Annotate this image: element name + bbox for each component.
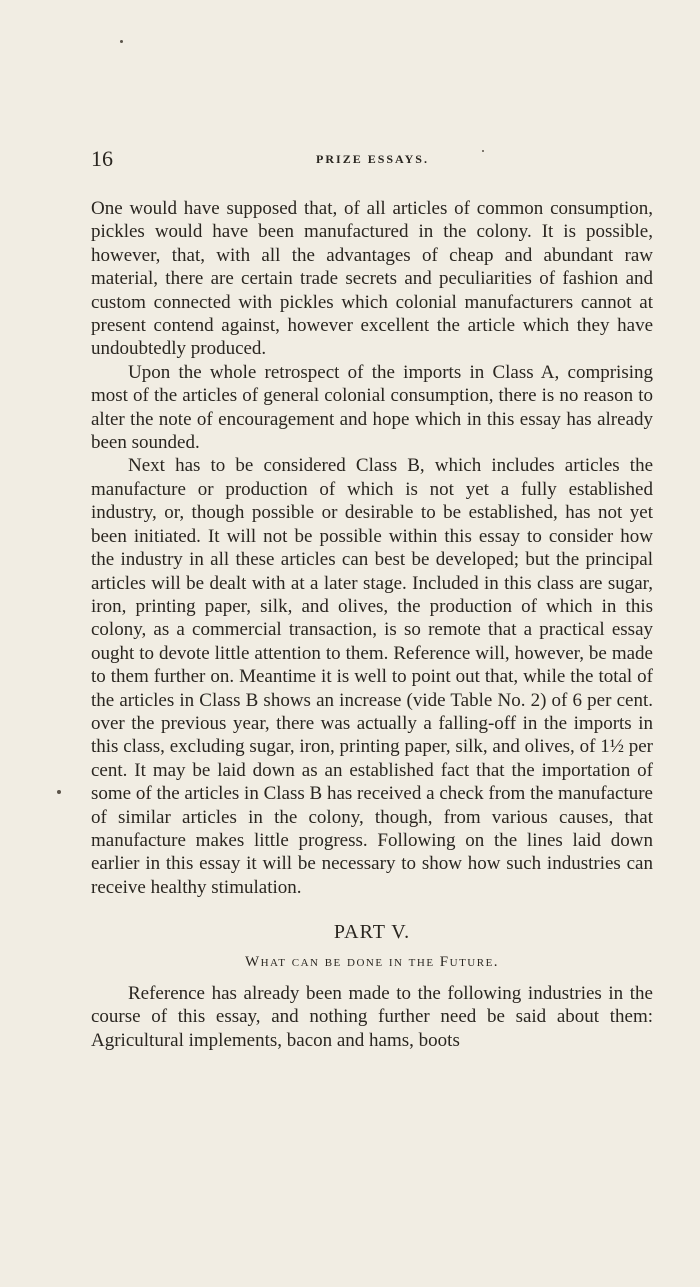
running-head: PRIZE ESSAYS. (316, 152, 429, 166)
part-title: PART V. (333, 921, 411, 944)
ink-speck (120, 40, 123, 43)
paragraph: Next has to be considered Class B, which includes articles the manufacture or production of which is not yet a fully established industry, or, though possible or desirable to be established, has not yet been initiated. It will not be possible within this essay to consider how the industry in all these articles can best be developed; but the principal articles will be dealt with at a later stage. Included in this class are sugar, iron, printing paper, silk, and olives, the production of which in this colony, as a commercial transaction, is so remote that a practical essay ought to devote little attention to them. Reference will, however, be made to them further on. Meantime it is well to point out that, while the total of the articles in Class B shows an increase (vide Table No. 2) of 6 per cent. over the previous year, there was actually a falling-off in the imports in this class, excluding sugar, iron, printing paper, silk, and olives, of 1½ per cent. It may be laid down as an established fact that the importation of some of the articles in Class B has received a check from the manufacture of similar articles in the colony, though, from various causes, that manufacture makes little progress. Following on the lines laid down earlier in this essay it will be necessary to show how such industries can receive healthy stimulation. (91, 455, 653, 898)
ink-speck (57, 790, 61, 794)
paragraph: One would have supposed that, of all articles of common consumption, pickles would have been manufactured in the colony. It is possible, however, that, with all the advantages of cheap and abundant raw material, there are certain trade secrets and peculiarities of fashion and custom connected with pickles which colonial manufacturers cannot at present contend against, however excellent the article which they have undoubtedly produced. (91, 198, 653, 360)
section-title: What can be done in the Future. (244, 953, 500, 970)
page-number: 16 (91, 146, 113, 171)
paragraph: Upon the whole retrospect of the imports in Class A, comprising most of the articles of general colonial consumption, there is no reason to alter the note of encouragement and hope which in this essay has already been sounded. (91, 361, 653, 454)
paragraph: Reference has already been made to the following industries in the course of this essay, and nothing further need be said about them: Agricultural implements, bacon and hams, boots (91, 983, 653, 1051)
body-text (91, 197, 653, 1052)
page-header (91, 146, 654, 174)
